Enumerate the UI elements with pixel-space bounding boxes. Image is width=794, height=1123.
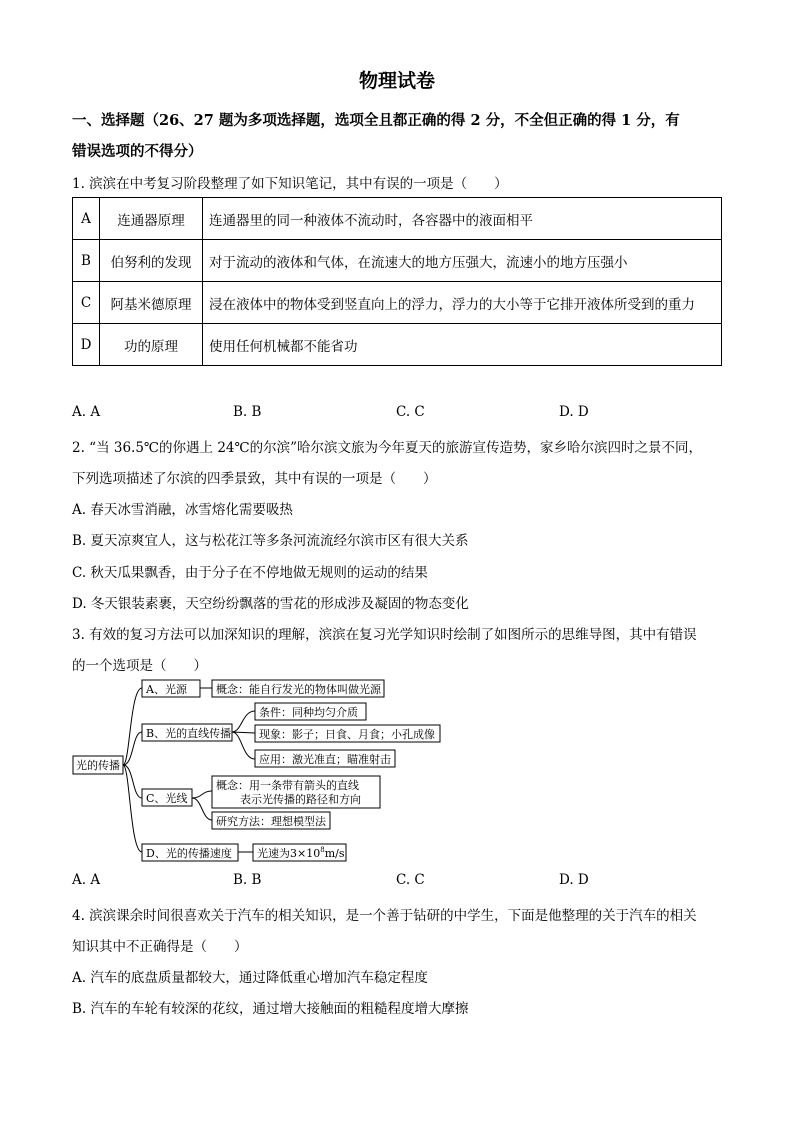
- q2-stem-line2: 下列选项描述了尔滨的四季景致，其中有误的一项是（ ）: [72, 471, 437, 487]
- section-heading-line1: 一、选择题（26、27 题为多项选择题，选项全且都正确的得 2 分，不全但正确的得 1 分，有: [72, 112, 680, 129]
- connector: [192, 791, 212, 798]
- q1-option-b: B. B: [233, 404, 262, 420]
- row-letter: D: [73, 324, 100, 366]
- page-title: 物理试卷: [358, 70, 435, 92]
- table-row: [73, 324, 722, 366]
- mindmap-b-detail1: 条件：同种均匀介质: [259, 706, 358, 719]
- mindmap-b-detail3: 应用：激光准直；瞄准射击: [259, 753, 391, 766]
- table-row: [73, 198, 722, 240]
- connector: [192, 798, 212, 820]
- q4-option-a: A. 汽车的底盘质量都较大，通过降低重心增加汽车稳定程度: [72, 970, 428, 986]
- q1-knowledge-table: [72, 197, 722, 366]
- q2-option-c: C. 秋天瓜果飘香，由于分子在不停地做无规则的运动的结果: [72, 565, 428, 581]
- q1-option-d: D. D: [559, 404, 589, 420]
- table-row: [73, 240, 722, 282]
- q1-stem: 1. 滨滨在中考复习阶段整理了如下知识笔记，其中有误的一项是（ ）: [72, 176, 508, 192]
- mindmap-root: 光的传播: [76, 759, 120, 772]
- mindmap-d-detail-prefix: 光速为3×10: [257, 847, 321, 860]
- q3-option-d: D. D: [559, 872, 589, 888]
- row-content: 连通器里的同一种液体不流动时，各容器中的液面相平: [203, 198, 722, 240]
- q2-option-d: D. 冬天银装素裹，天空纷纷飘落的雪花的形成涉及凝固的物态变化: [72, 596, 469, 612]
- row-content: 浸在液体中的物体受到竖直向上的浮力，浮力的大小等于它排开液体所受到的重力: [203, 282, 722, 324]
- row-topic: 功的原理: [100, 324, 203, 366]
- q4-stem-line2: 知识其中不正确得是（ ）: [72, 939, 248, 955]
- table-row: [73, 282, 722, 324]
- mindmap-c-detail1-line1: 概念：用一条带有箭头的直线: [216, 779, 359, 792]
- q4-option-b: B. 汽车的车轮有较深的花纹，通过增大接触面的粗糙程度增大摩擦: [72, 1001, 469, 1017]
- mindmap-b-label: B、光的直线传播: [146, 727, 232, 740]
- row-content: 使用任何机械都不能省功: [203, 324, 722, 366]
- connector: [123, 765, 142, 852]
- connector: [232, 732, 255, 759]
- q3-option-b: B. B: [233, 872, 262, 888]
- row-topic: 阿基米德原理: [100, 282, 203, 324]
- mindmap-c-detail1-line2: 表示光传播的路径和方向: [240, 793, 361, 806]
- q3-option-c: C. C: [396, 872, 425, 888]
- q2-option-b: B. 夏天凉爽宜人，这与松花江等多条河流流经尔滨市区有很大关系: [72, 533, 469, 549]
- row-letter: B: [73, 240, 100, 282]
- q2-stem-line1: 2. “当 36.5℃的你遇上 24℃的尔滨”哈尔滨文旅为今年夏天的旅游宣传造势，家乡哈尔滨四时之景不同，: [72, 440, 702, 456]
- row-topic: 伯努利的发现: [100, 240, 203, 282]
- mindmap-a-label: A、光源: [146, 683, 187, 696]
- row-letter: A: [73, 198, 100, 240]
- section-heading-line2: 错误选项的不得分）: [72, 143, 203, 160]
- mindmap-a-detail: 概念：能自行发光的物体叫做光源: [216, 683, 381, 696]
- mindmap-d-detail-exp: 8: [320, 846, 325, 854]
- q3-stem-line2: 的一个选项是（ ）: [72, 658, 207, 674]
- connector: [232, 711, 255, 732]
- row-topic: 连通器原理: [100, 198, 203, 240]
- row-letter: C: [73, 282, 100, 324]
- mindmap-d-detail-unit: m/s: [324, 847, 345, 860]
- q3-mind-map: [72, 676, 452, 866]
- q1-option-c: C. C: [396, 404, 425, 420]
- mindmap-b-detail2: 现象：影子；日食、月食；小孔成像: [259, 728, 435, 741]
- connector: [123, 688, 142, 765]
- mindmap-d-detail: [257, 846, 345, 860]
- q2-option-a: A. 春天冰雪消融，冰雪熔化需要吸热: [72, 502, 293, 518]
- q1-option-a: A. A: [72, 404, 101, 420]
- row-content: 对于流动的液体和气体，在流速大的地方压强大，流速小的地方压强小: [203, 240, 722, 282]
- mindmap-c-label: C、光线: [146, 792, 188, 805]
- q3-stem-line1: 3. 有效的复习方法可以加深知识的理解，滨滨在复习光学知识时绘制了如图所示的思维导图，其中有错误: [72, 627, 697, 643]
- q4-stem-line1: 4. 滨滨课余时间很喜欢关于汽车的相关知识，是一个善于钻研的中学生，下面是他整理的关于汽车的相关: [72, 908, 697, 924]
- mindmap-d-label: D、光的传播速度: [146, 847, 232, 860]
- mindmap-c-detail2: 研究方法：理想模型法: [216, 815, 326, 828]
- q3-option-a: A. A: [72, 872, 101, 888]
